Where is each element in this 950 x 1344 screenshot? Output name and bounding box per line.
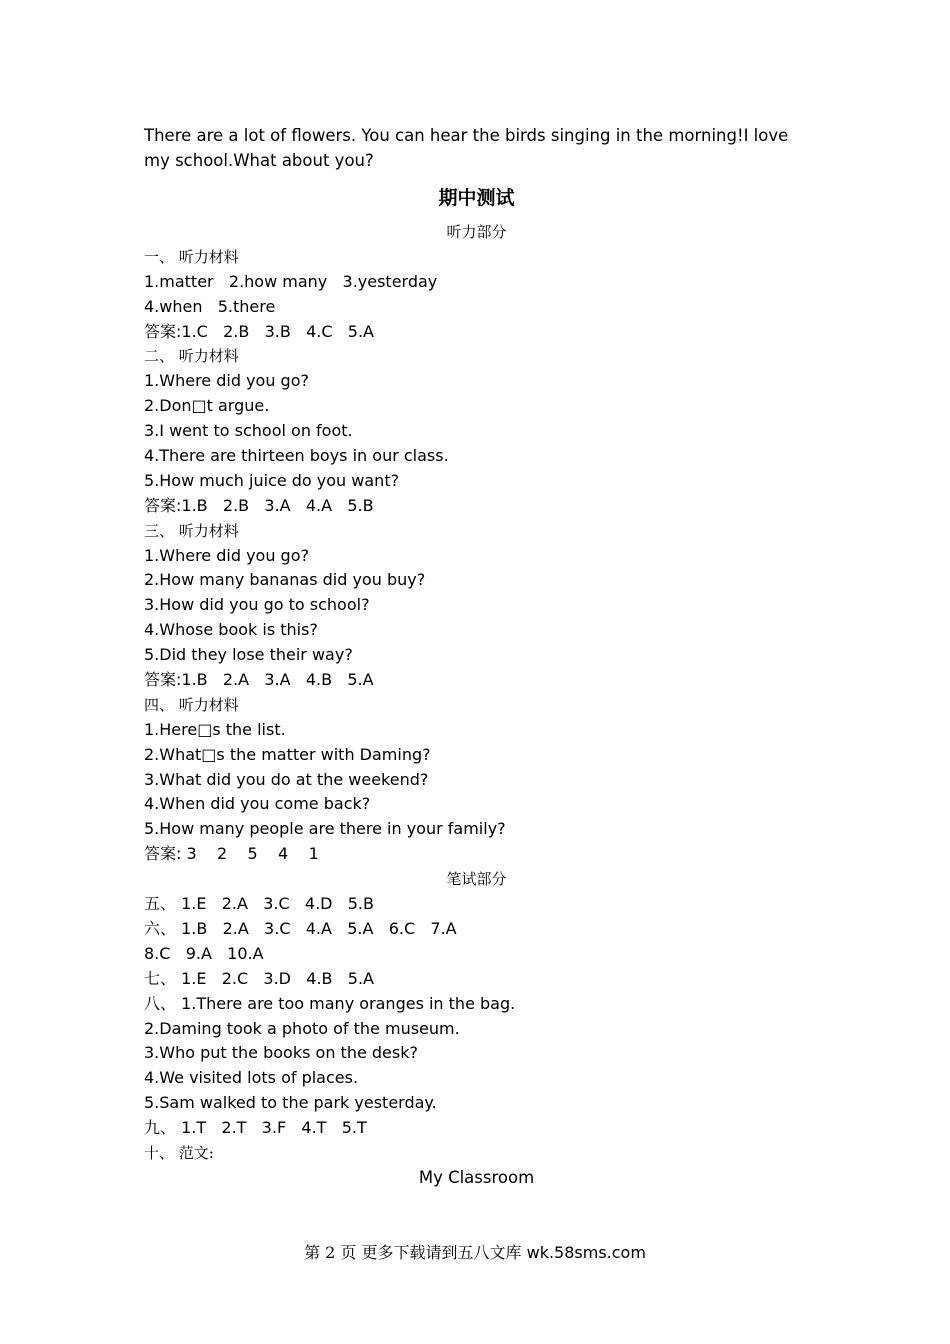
answer-line: 3.Who put the books on the desk?	[144, 1043, 418, 1063]
answer-line: 3.What did you do at the weekend?	[144, 769, 429, 789]
answer-line: 4.When did you come back?	[144, 794, 371, 814]
footer-page-text: 第 2 页 更多下载请到五八文库	[304, 1243, 527, 1262]
answer-line: 2.How many bananas did you buy?	[144, 570, 426, 590]
answer-line: 2.What□s the matter with Daming?	[144, 744, 431, 764]
writing-section-heading: 笔试部分	[446, 870, 507, 889]
answer-line: 3.How did you go to school?	[144, 595, 370, 615]
answer-line: 答案:1.C 2.B 3.B 4.C 5.A	[144, 321, 374, 341]
answer-line: 七、 1.E 2.C 3.D 4.B 5.A	[144, 968, 374, 988]
essay-title: My Classroom	[418, 1167, 535, 1187]
answer-line: 2.Don□t argue.	[144, 396, 270, 416]
listening-section-heading: 听力部分	[446, 223, 507, 241]
answer-line: 4.There are thirteen boys in our class.	[144, 446, 449, 466]
answer-line: 8.C 9.A 10.A	[144, 943, 264, 963]
answer-line: 5.How much juice do you want?	[144, 470, 400, 490]
intro-paragraph: There are a lot of flowers. You can hear the birds singing in the morning!I love my school.What about you?	[144, 126, 789, 170]
answer-line: 1.Where did you go?	[144, 545, 309, 565]
answer-line: 4.Whose book is this?	[144, 620, 318, 640]
answer-line: 5.Did they lose their way?	[144, 645, 353, 665]
document-content	[144, 123, 809, 1191]
section-label: 三、 听力材料	[144, 521, 239, 540]
answer-line: 九、 1.T 2.T 3.F 4.T 5.T	[144, 1118, 367, 1138]
section-label: 一、 听力材料	[144, 247, 239, 266]
section-label: 二、 听力材料	[144, 347, 239, 366]
answer-line: 答案: 3 2 5 4 1	[144, 844, 319, 864]
footer-site-link[interactable]: wk.58sms.com	[526, 1243, 646, 1262]
section-label: 四、 听力材料	[144, 695, 239, 714]
answer-line: 4.when 5.there	[144, 296, 276, 316]
answer-line: 答案:1.B 2.A 3.A 4.B 5.A	[144, 670, 374, 690]
answer-line: 2.Daming took a photo of the museum.	[144, 1018, 460, 1038]
listening-answers	[144, 245, 809, 867]
section-label: 十、 范文:	[144, 1143, 214, 1162]
answer-line: 答案:1.B 2.B 3.A 4.A 5.B	[144, 495, 374, 515]
answer-line: 八、 1.There are too many oranges in the bag.	[144, 993, 516, 1013]
answer-line: 1.Where did you go?	[144, 371, 309, 391]
answer-line: 1.matter 2.how many 3.yesterday	[144, 271, 438, 291]
answer-line: 5.How many people are there in your family?	[144, 819, 506, 839]
page-footer	[0, 1241, 950, 1265]
answer-line: 五、 1.E 2.A 3.C 4.D 5.B	[144, 894, 374, 914]
answer-line: 4.We visited lots of places.	[144, 1068, 359, 1088]
answer-line: 3.I went to school on foot.	[144, 421, 353, 441]
answer-line: 5.Sam walked to the park yesterday.	[144, 1093, 437, 1113]
writing-answers	[144, 892, 809, 1166]
answer-line: 1.Here□s the list.	[144, 719, 286, 739]
answer-line: 六、 1.B 2.A 3.C 4.A 5.A 6.C 7.A	[144, 918, 457, 938]
page-title: 期中测试	[438, 187, 515, 209]
